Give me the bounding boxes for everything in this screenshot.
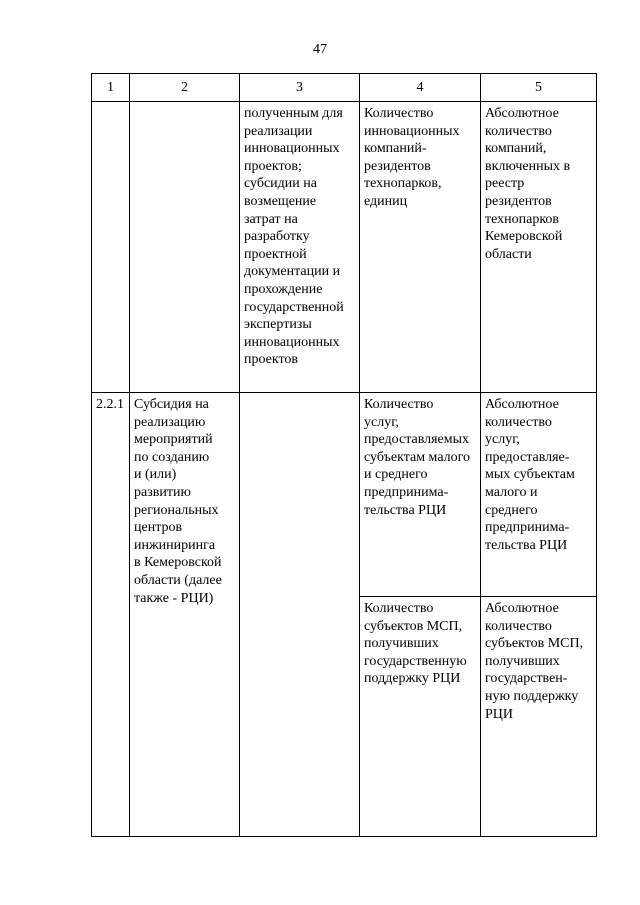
- indicators-table: [91, 73, 597, 837]
- table-header-row: [92, 74, 597, 102]
- table-row: [92, 102, 597, 393]
- row1-purpose-cell: полученным для реализации инновационных проектов; субсидии на возмещение затрат на разработку проектной документации и прохождение государственной экспертизы инновационных проектов: [240, 102, 360, 393]
- header-cell-3: 3: [240, 74, 360, 102]
- header-cell-4: 4: [360, 74, 481, 102]
- row2-number-cell: 2.2.1: [92, 393, 130, 837]
- row2-indicator-cell-a: Количество услуг, предоставляемых субъектам малого и среднего предпринима- тельства РЦИ: [360, 393, 481, 597]
- row2-indicator-cell-b: Количество субъектов МСП, получивших государственную поддержку РЦИ: [360, 597, 481, 837]
- table-row: [92, 393, 597, 597]
- header-cell-1: 1: [92, 74, 130, 102]
- page-number: 47: [313, 42, 327, 57]
- row1-method-cell: Абсолютное количество компаний, включенных в реестр резидентов технопарков Кемеровской области: [481, 102, 597, 393]
- row1-name-cell: [130, 102, 240, 393]
- row2-method-cell-a: Абсолютное количество услуг, предоставляе- мых субъектам малого и среднего предпринима- тельства РЦИ: [481, 393, 597, 597]
- row1-number-cell: [92, 102, 130, 393]
- row2-name-cell: Субсидия на реализацию мероприятий по созданию и (или) развитию региональных центров инжиниринга в Кемеровской области (далее также - РЦИ): [130, 393, 240, 837]
- header-cell-5: 5: [481, 74, 597, 102]
- row2-purpose-cell: [240, 393, 360, 837]
- header-cell-2: 2: [130, 74, 240, 102]
- row2-method-cell-b: Абсолютное количество субъектов МСП, получивших государствен- ную поддержку РЦИ: [481, 597, 597, 837]
- row1-indicator-cell: Количество инновационных компаний- резидентов технопарков, единиц: [360, 102, 481, 393]
